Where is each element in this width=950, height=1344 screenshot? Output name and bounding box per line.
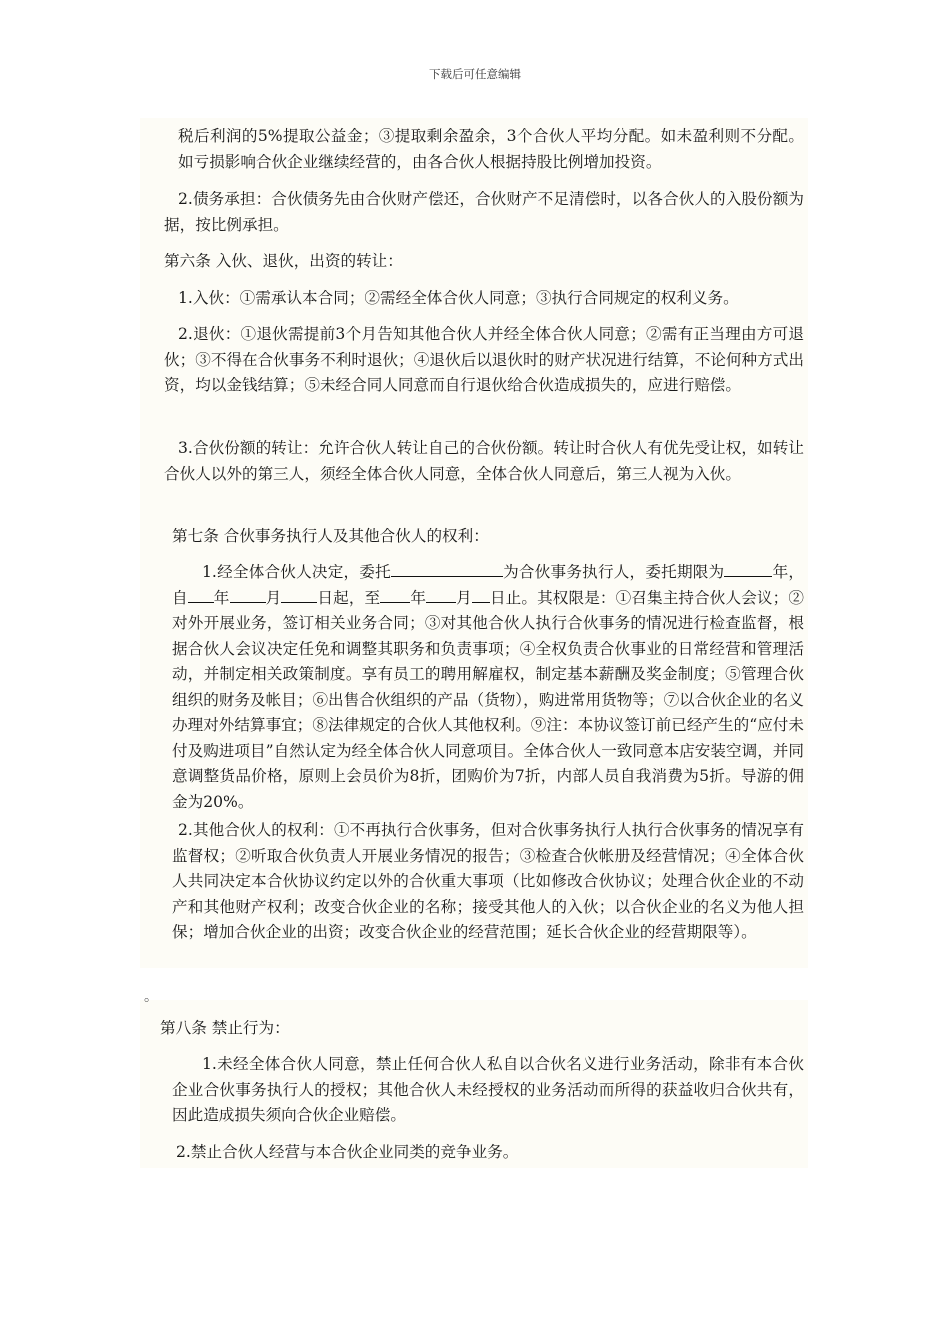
start-month-blank[interactable] <box>230 587 266 603</box>
executor-text-d: 年 <box>213 588 230 607</box>
executor-text-f: 日起，至 <box>317 588 381 607</box>
paragraph-joining: 1.入伙：①需承认本合同；②需经全体合伙人同意；③执行合同规定的权利义务。 <box>178 289 739 307</box>
executor-text-c: 年，自 <box>172 563 804 607</box>
end-day-blank[interactable] <box>472 587 490 603</box>
paragraph-other-partner-rights: 2.其他合伙人的权利：①不再执行合伙事务，但对合伙事务执行人执行合伙事务的情况享有监督权；②听取合伙负责人开展业务情况的报告；③检查合伙帐册及经营情况；④全体合伙人共同决定本合伙协议约定以外的合伙重大事项（比如修改合伙协议；处理合伙企业的不动产和其他财产权利；改变合伙企业的名称；接受其他人的入伙；以合伙企业的名义为他人担保；增加合伙企业的出资；改变合伙企业的经营范围；延长合伙企业的经营期限等）。 <box>172 821 804 941</box>
paragraph-withdrawal: 2.退伙：①退伙需提前3个月告知其他合伙人并经全体合伙人同意；②需有正当理由方可退伙；③不得在合伙事务不利时退伙；④退伙后以退伙时的财产状况进行结算，不论何种方式出资，均以金钱结算；⑤未经合同人同意而自行退伙给合伙造成损失的，应进行赔偿。 <box>164 325 804 394</box>
end-year-blank[interactable] <box>380 587 410 603</box>
article-7-heading: 第七条 合伙事务执行人及其他合伙人的权利： <box>172 527 489 545</box>
article-6-heading: 第六条 入伙、退伙，出资的转让： <box>164 252 403 270</box>
term-years-blank[interactable] <box>724 561 772 577</box>
paragraph-share-transfer: 3.合伙份额的转让：允许合伙人转让自己的合伙份额。转让时合伙人有优先受让权，如转让合伙人以外的第三人，须经全体合伙人同意，全体合伙人同意后，第三人视为入伙。 <box>164 439 804 483</box>
end-month-blank[interactable] <box>426 587 456 603</box>
paragraph-executor-authority <box>172 560 804 815</box>
executor-text-g: 年 <box>410 588 427 607</box>
executor-name-blank[interactable] <box>391 561 503 577</box>
executor-text-b: 为合伙事务执行人，委托期限为 <box>502 563 725 581</box>
paragraph-debt-bearing: 2.债务承担：合伙债务先由合伙财产偿还，合伙财产不足清偿时，以各合伙人的入股份额为据，按比例承担。 <box>164 190 804 234</box>
start-year-blank[interactable] <box>188 587 214 603</box>
page-header: 下载后可任意编辑 <box>429 67 521 81</box>
paragraph-prohibited-unauthorized: 1.未经全体合伙人同意，禁止任何合伙人私自以合伙名义进行业务活动，除非有本合伙企业合伙事务执行人的授权；其他合伙人未经授权的业务活动而所得的获益收归合伙共有，因此造成损失须向合伙企业赔偿。 <box>172 1055 804 1124</box>
paragraph-prohibited-competition: 2.禁止合伙人经营与本合伙企业同类的竞争业务。 <box>176 1143 519 1161</box>
executor-text-a: 1.经全体合伙人决定，委托 <box>202 563 391 581</box>
start-day-blank[interactable] <box>281 587 317 603</box>
article-8-heading: 第八条 禁止行为： <box>160 1019 290 1037</box>
executor-text-i: 日止。其权限是：①召集主持合伙人会议；②对外开展业务，签订相关业务合同；③对其他合伙人执行合伙事务的情况进行检查监督，根据合伙人会议决定任免和调整其职务和负责事项；④全权负责合伙事业的日常经营和管理活动，并制定相关政策制度。享有员工的聘用解雇权，制定基本薪酬及奖金制度；⑤管理合伙组织的财务及帐目；⑥出售合伙组织的产品（货物），购进常用货物等；⑦以合伙企业的名义办理对外结算事宜；⑧法律规定的合伙人其他权利。⑨注：本协议签订前已经产生的“应付未付及购进项目”自然认定为经全体合伙人同意项目。全体合伙人一致同意本店安装空调，并同意调整货品价格，原则上会员价为8折，团购价为7折，内部人员自我消费为5折。导游的佣金为20%。 <box>172 588 804 811</box>
executor-text-e: 月 <box>265 588 282 607</box>
executor-text-h: 月 <box>456 588 472 607</box>
paragraph-profit-distribution: 税后利润的5%提取公益金；③提取剩余盈余，3个合伙人平均分配。如未盈利则不分配。如亏损影响合伙企业继续经营的，由各合伙人根据持股比例增加投资。 <box>178 127 804 171</box>
stray-period: 。 <box>144 989 158 1005</box>
